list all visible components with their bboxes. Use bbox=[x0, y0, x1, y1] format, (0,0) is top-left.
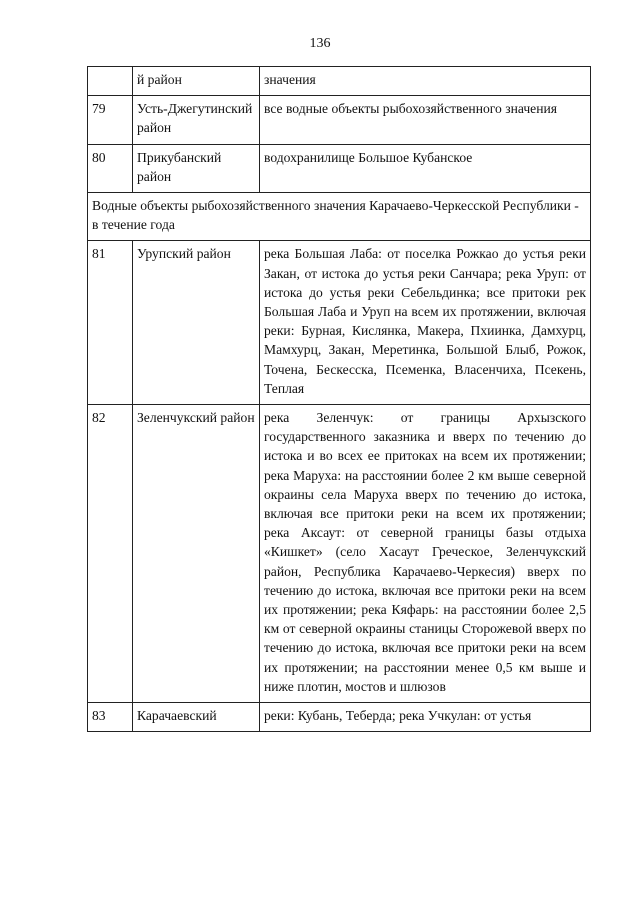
table-row bbox=[88, 144, 591, 192]
page-number: 136 bbox=[309, 36, 331, 51]
district-name: Прикубанский район bbox=[133, 144, 260, 192]
table-row bbox=[88, 241, 591, 405]
district-name: Урупский район bbox=[133, 241, 260, 405]
row-number: 81 bbox=[88, 241, 133, 405]
water-body-description: значения bbox=[260, 67, 591, 96]
water-body-description: река Большая Лаба: от поселка Рожкао до устья реки Закан, от истока до устья реки Санчара; река Уруп: от истока до устья реки Себельдинка; все притоки рек Большая Лаба и Уруп на всем их протяжении, включая реки: Бурная, Кислянка, Макера, Пхиинка, Дамхурц, Мамхурц, Закан, Меретинка, Большой Блыб, Рожок, Точена, Бескесска, Псеменка, Власенчиха, Псекень, Теплая bbox=[260, 241, 591, 405]
row-number: 82 bbox=[88, 405, 133, 703]
table-row bbox=[88, 405, 591, 703]
district-name: Усть-Джегутинский район bbox=[133, 96, 260, 144]
table-row bbox=[88, 96, 591, 144]
district-name: Карачаевский bbox=[133, 703, 260, 732]
row-number: 80 bbox=[88, 144, 133, 192]
row-number bbox=[88, 67, 133, 96]
water-body-description: водохранилище Большое Кубанское bbox=[260, 144, 591, 192]
water-bodies-table bbox=[87, 66, 591, 732]
table-row bbox=[88, 67, 591, 96]
row-number: 79 bbox=[88, 96, 133, 144]
district-name: й район bbox=[133, 67, 260, 96]
water-body-description: все водные объекты рыбохозяйственного значения bbox=[260, 96, 591, 144]
water-body-description: река Зеленчук: от границы Архызского государственного заказника и вверх по течению до истока и во всех ее притоках на всем их протяжении; река Маруха: на расстоянии более 2 км выше северной окраины села Маруха вверх по течению до истока, включая все притоки реки на всем их протяжении; река Аксаут: от северной границы базы отдыха «Кишкет» (село Хасаут Греческое, Зеленчукский район, Республика Карачаево-Черкесия) вверх по течению до истока, включая все притоки реки на всем их протяжении; река Кяфарь: на расстоянии более 2,5 км от северной окраины станицы Сторожевой вверх по течению до истока, включая все притоки реки на всем их протяжении; на расстоянии менее 0,5 км выше и ниже плотин, мостов и шлюзов bbox=[260, 405, 591, 703]
table-row bbox=[88, 703, 591, 732]
district-name: Зеленчукский район bbox=[133, 405, 260, 703]
section-header-row bbox=[88, 193, 591, 241]
water-body-description: реки: Кубань, Теберда; река Учкулан: от устья bbox=[260, 703, 591, 732]
row-number: 83 bbox=[88, 703, 133, 732]
section-header: Водные объекты рыбохозяйственного значения Карачаево-Черкесской Республики - в течение года bbox=[88, 193, 591, 241]
